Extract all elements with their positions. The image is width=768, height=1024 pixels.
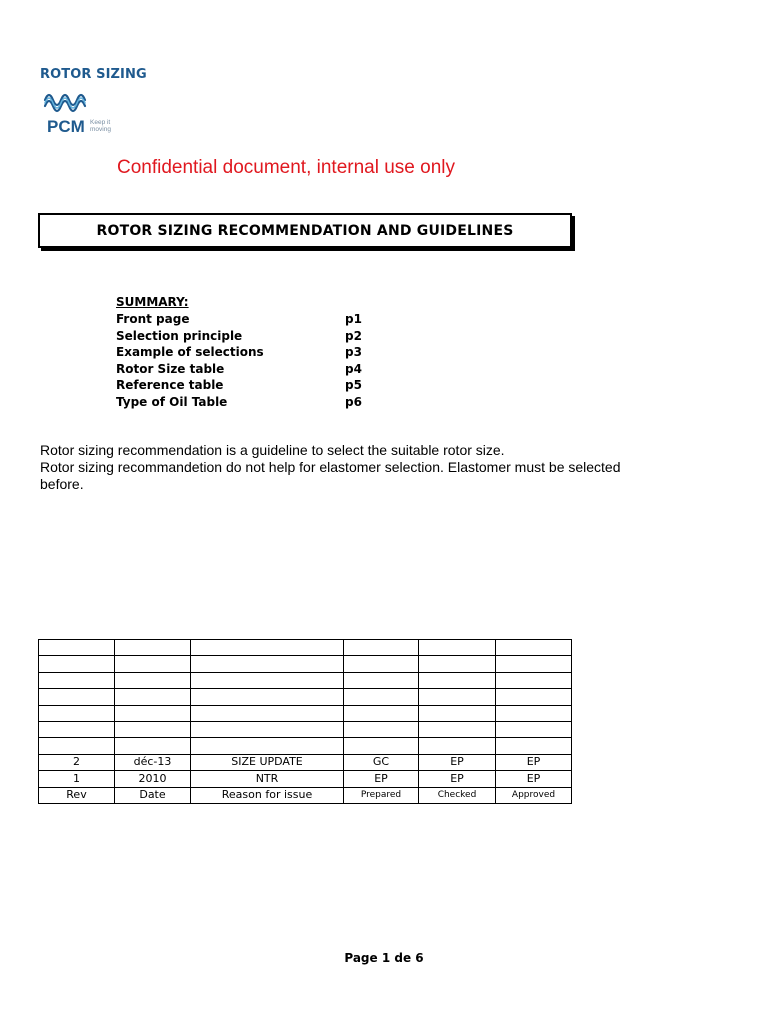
revision-cell [344,689,419,705]
revision-cell [191,640,344,656]
summary-heading: SUMMARY: [116,295,189,309]
summary-item-page: p1 [345,312,362,327]
revision-cell [496,656,572,672]
revision-cell [39,672,115,688]
logo-tagline-1: Keep it [90,119,111,126]
revision-header-row [39,787,572,803]
revision-row [39,705,572,721]
revision-cell [344,705,419,721]
revision-row [39,672,572,688]
revision-cell: EP [496,754,572,770]
title-box [38,213,572,248]
document-title: ROTOR SIZING RECOMMENDATION AND GUIDELINES [96,222,514,239]
revision-cell: 2 [39,754,115,770]
revision-cell [191,656,344,672]
revision-cell [344,738,419,754]
revision-cell [115,721,191,737]
revision-cell: EP [496,771,572,787]
summary-item [116,394,376,411]
revision-cell [115,705,191,721]
revision-cell [115,656,191,672]
revision-cell [344,721,419,737]
revision-cell [419,656,496,672]
revision-column-header: Rev [39,787,115,803]
revision-cell [39,656,115,672]
revision-table [38,639,572,804]
revision-row [39,738,572,754]
intro-line-2: Rotor sizing recommandetion do not help for elastomer selection. Elastomer must be selected before. [40,459,621,492]
summary-item-page: p2 [345,328,362,343]
revision-cell [115,689,191,705]
revision-cell [344,656,419,672]
revision-cell [191,705,344,721]
summary-list [116,311,376,410]
revision-column-header: Reason for issue [191,787,344,803]
revision-cell [419,705,496,721]
page-number: Page 1 de 6 [344,951,424,965]
revision-cell [115,672,191,688]
pcm-logo [40,88,120,138]
revision-cell: NTR [191,771,344,787]
revision-column-header: Approved [496,787,572,803]
revision-cell [344,672,419,688]
revision-row [39,689,572,705]
revision-cell [496,689,572,705]
summary-item [116,344,376,361]
revision-cell [39,738,115,754]
revision-cell [496,721,572,737]
revision-column-header: Prepared [344,787,419,803]
intro-paragraph [40,442,640,493]
summary-item [116,328,376,345]
revision-cell [115,640,191,656]
revision-row [39,656,572,672]
summary-item-name: Type of Oil Table [116,394,228,409]
revision-cell [419,672,496,688]
summary-item [116,311,376,328]
summary-item-page: p3 [345,345,362,360]
summary-item-name: Selection principle [116,328,243,343]
confidential-notice: Confidential document, internal use only [117,157,455,178]
intro-line-1: Rotor sizing recommendation is a guideline to select the suitable rotor size. [40,442,505,458]
revision-cell [39,689,115,705]
revision-cell [419,689,496,705]
revision-cell [115,738,191,754]
revision-cell [419,721,496,737]
revision-row [39,640,572,656]
revision-cell: 1 [39,771,115,787]
summary-item [116,377,376,394]
summary-item-page: p6 [345,394,362,409]
summary-item-name: Reference table [116,378,224,393]
revision-cell [419,640,496,656]
revision-column-header: Date [115,787,191,803]
revision-cell: EP [419,754,496,770]
summary-item-page: p4 [345,361,362,376]
revision-cell [39,705,115,721]
revision-row [39,754,572,770]
revision-cell [496,738,572,754]
revision-cell [191,689,344,705]
revision-cell [419,738,496,754]
summary-item-name: Example of selections [116,345,264,360]
revision-cell [496,640,572,656]
revision-cell [496,705,572,721]
revision-cell [39,640,115,656]
summary-item [116,361,376,378]
summary-item-name: Rotor Size table [116,361,225,376]
revision-cell [191,672,344,688]
logo-wordmark: PCM [47,117,85,136]
revision-row [39,771,572,787]
revision-cell: EP [344,771,419,787]
revision-cell: SIZE UPDATE [191,754,344,770]
revision-cell: déc-13 [115,754,191,770]
summary-item-page: p5 [345,378,362,393]
revision-cell [496,672,572,688]
logo-tagline-2: moving [90,126,111,133]
document-label: ROTOR SIZING [40,67,147,82]
revision-column-header: Checked [419,787,496,803]
revision-row [39,721,572,737]
revision-cell [39,721,115,737]
revision-cell [191,721,344,737]
revision-cell: 2010 [115,771,191,787]
revision-cell: GC [344,754,419,770]
revision-cell: EP [419,771,496,787]
revision-cell [344,640,419,656]
revision-cell [191,738,344,754]
summary-item-name: Front page [116,312,190,327]
